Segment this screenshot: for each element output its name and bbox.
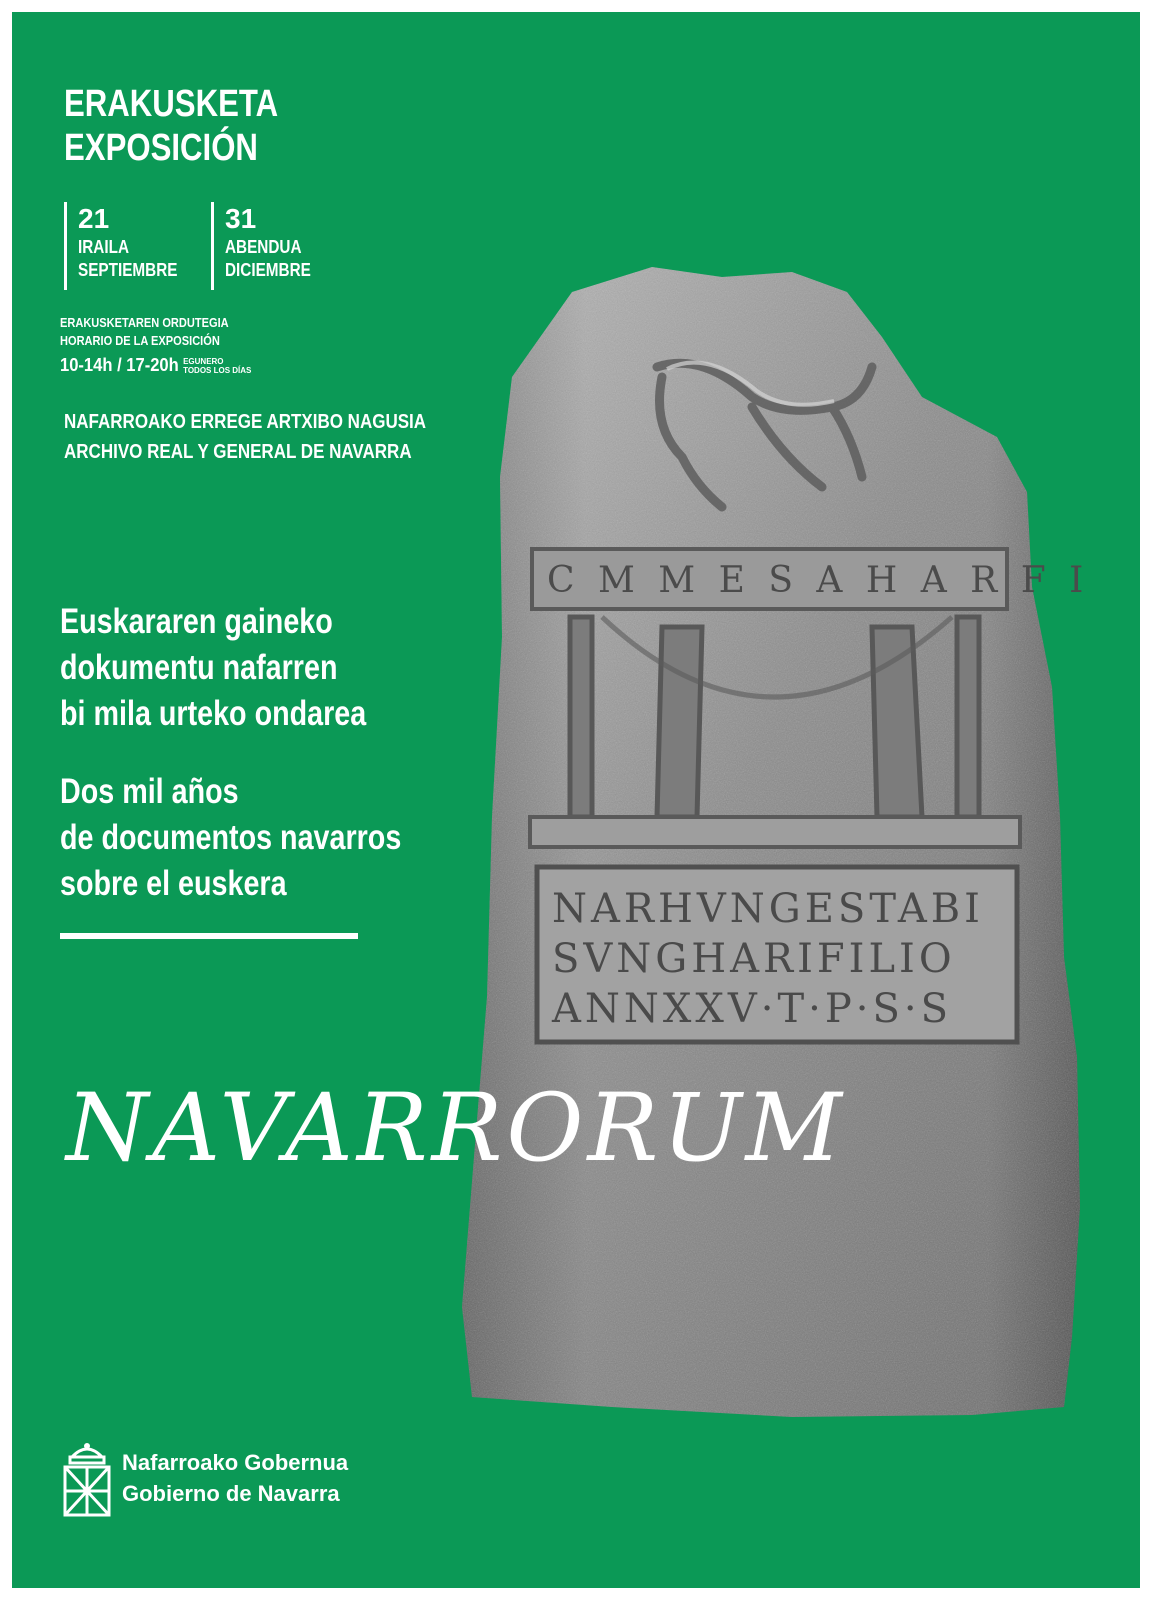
government-footer — [62, 1437, 348, 1519]
architrave-inscription: C M M E S A H A R F I — [547, 560, 1090, 601]
opening-hours: 10-14h / 17-20h — [60, 355, 179, 375]
main-title: NAVARRORUM — [66, 1074, 846, 1183]
government-name-spanish: Gobierno de Navarra — [122, 1481, 340, 1506]
subtitle-spanish-line: sobre el euskera — [60, 864, 287, 903]
heading-spanish: EXPOSICIÓN — [64, 127, 258, 169]
start-day: 21 — [78, 203, 110, 234]
start-date — [64, 202, 195, 290]
schedule-days — [183, 357, 251, 375]
poster — [12, 12, 1140, 1588]
subtitle-basque-line: Euskararen gaineko — [60, 602, 333, 641]
subtitle-basque-line: dokumentu nafarren — [60, 648, 338, 687]
inscription-line-3: ANNXXV·T·P·S·S — [552, 986, 952, 1032]
days-basque: EGUNERO — [183, 356, 224, 366]
schedule-label-spanish: HORARIO DE LA EXPOSICIÓN — [60, 333, 220, 348]
start-month-spanish: SEPTIEMBRE — [78, 260, 178, 280]
venue — [64, 407, 426, 467]
subtitle-spanish — [60, 769, 401, 907]
end-month-spanish: DICIEMBRE — [225, 260, 311, 280]
navarre-coat-of-arms-icon — [62, 1437, 112, 1519]
subtitle-spanish-line: Dos mil años — [60, 772, 239, 811]
subtitle-basque — [60, 599, 366, 737]
venue-basque: NAFARROAKO ERREGE ARTXIBO NAGUSIA — [64, 411, 427, 433]
divider-line — [60, 933, 358, 939]
end-date — [211, 202, 326, 290]
date-range — [64, 202, 342, 294]
start-month-basque: IRAILA — [78, 237, 129, 257]
inscription-line-1: NARHVNGESTABI — [552, 886, 984, 932]
venue-spanish: ARCHIVO REAL Y GENERAL DE NAVARRA — [64, 441, 412, 463]
subtitle-basque-line: bi mila urteko ondarea — [60, 694, 367, 733]
government-name-basque: Nafarroako Gobernua — [122, 1450, 349, 1475]
days-spanish: TODOS LOS DÍAS — [183, 365, 252, 375]
schedule-label — [60, 314, 229, 350]
exhibition-heading — [64, 82, 325, 170]
inscription-line-2: SVNGHARIFILIO — [552, 936, 956, 982]
schedule-label-basque: ERAKUSKETAREN ORDUTEGIA — [60, 315, 229, 330]
heading-basque: ERAKUSKETA — [64, 83, 279, 125]
subtitle-spanish-line: de documentos navarros — [60, 818, 402, 857]
schedule-hours — [60, 355, 251, 376]
government-name — [122, 1447, 348, 1509]
end-day: 31 — [225, 203, 257, 234]
roman-stele-image — [452, 257, 1092, 1427]
end-month-basque: ABENDUA — [225, 237, 302, 257]
